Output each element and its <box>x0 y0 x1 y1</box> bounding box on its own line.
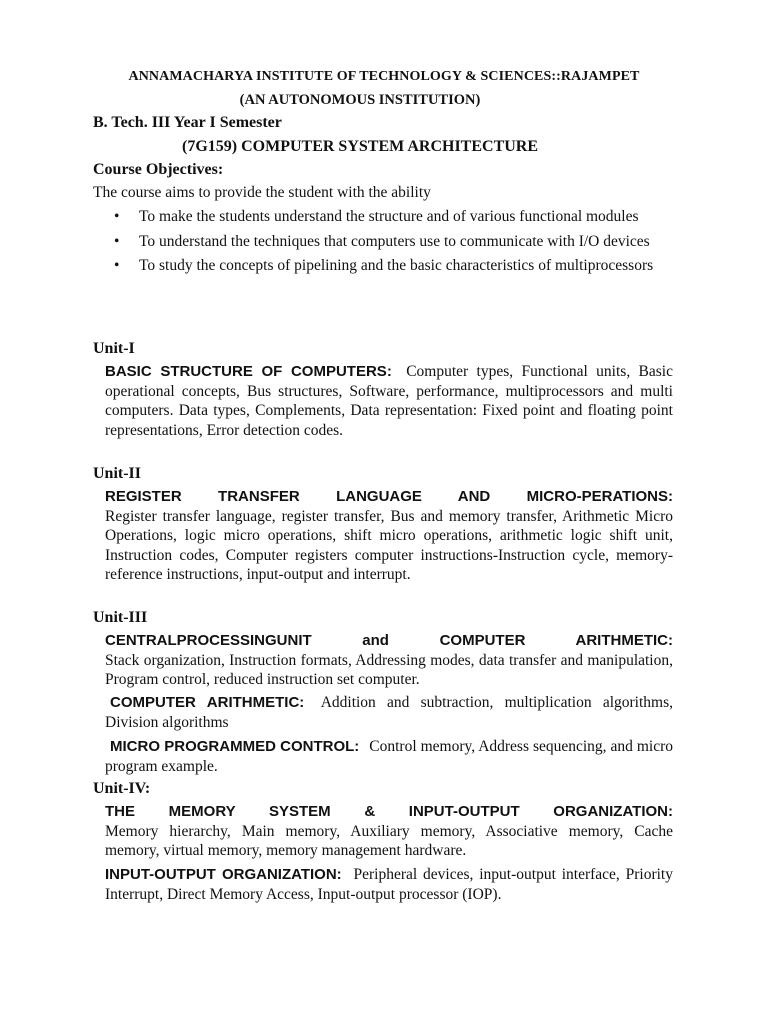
section-title: THE MEMORY SYSTEM & INPUT-OUTPUT ORGANIZATION: <box>105 803 673 820</box>
objective-item <box>93 232 675 252</box>
section-title: CENTRALPROCESSINGUNIT and COMPUTER ARITHMETIC: <box>105 632 673 649</box>
bullet-icon: • <box>114 257 120 274</box>
institute-name: ANNAMACHARYA INSTITUTE OF TECHNOLOGY & SCIENCES::RAJAMPET <box>128 69 640 84</box>
unit-4-section-memory <box>105 802 673 861</box>
unit-1-heading: Unit-I <box>93 340 135 357</box>
semester-label: B. Tech. III Year I Semester <box>93 114 282 131</box>
unit-2-section <box>105 487 673 585</box>
section-text: Memory hierarchy, Main memory, Auxiliary memory, Associative memory, Cache memory, virtual memory, memory management hardware. <box>105 822 673 859</box>
objective-text: To make the students understand the structure and of various functional modules <box>139 208 639 225</box>
section-title: MICRO PROGRAMMED CONTROL: <box>110 738 360 755</box>
section-title: COMPUTER ARITHMETIC: <box>110 694 305 711</box>
unit-3-section-microprogrammed <box>105 737 673 776</box>
section-title: BASIC STRUCTURE OF COMPUTERS: <box>105 363 392 380</box>
objective-item <box>93 256 675 276</box>
objective-text: To understand the techniques that computers use to communicate with I/O devices <box>139 232 650 250</box>
section-text: Peripheral devices, input-output interface, Priority Interrupt, Direct Memory Access, Input-output processor (IOP). <box>105 866 673 903</box>
unit-3-heading: Unit-III <box>93 609 148 626</box>
section-title: INPUT-OUTPUT ORGANIZATION: <box>105 866 342 883</box>
unit-3-section-arithmetic <box>105 693 673 732</box>
section-text: Control memory, Address sequencing, and micro program example. <box>105 738 673 775</box>
section-title: REGISTER TRANSFER LANGUAGE AND MICRO-PERATIONS: <box>105 488 673 505</box>
unit-4-heading: Unit-IV: <box>93 780 151 797</box>
unit-4-section-io <box>105 865 673 904</box>
bullet-icon: • <box>114 232 120 250</box>
section-text: Register transfer language, register transfer, Bus and memory transfer, Arithmetic Micro Operations, logic micro operations, shift micro operations, arithmetic logic shift unit, Instruction codes, Computer registers computer instructions-Instruction cycle, memory-reference instructions, input-output and interrupt. <box>105 507 673 583</box>
unit-1-section <box>105 362 673 440</box>
unit-3-section-cpu <box>105 631 673 690</box>
section-text: Computer types, Functional units, Basic operational concepts, Bus structures, Software, performance, multiprocessors and multi computers. Data types, Complements, Data representation: Fixed point and floating point representations, Error detection codes. <box>105 363 673 439</box>
objectives-intro: The course aims to provide the student with the ability <box>93 184 431 201</box>
objectives-list <box>93 207 675 281</box>
objective-item <box>93 207 675 227</box>
objectives-heading: Course Objectives: <box>93 161 224 178</box>
section-text: Addition and subtraction, multiplication algorithms, Division algorithms <box>105 694 673 731</box>
section-text: Stack organization, Instruction formats, Addressing modes, data transfer and manipulation, Program control, reduced instruction set computer. <box>105 651 673 688</box>
course-title: (7G159) COMPUTER SYSTEM ARCHITECTURE <box>181 138 539 155</box>
institute-subtitle: (AN AUTONOMOUS INSTITUTION) <box>239 92 481 108</box>
unit-2-heading: Unit-II <box>93 465 142 482</box>
bullet-icon: • <box>114 208 120 225</box>
objective-text: To study the concepts of pipelining and the basic characteristics of multiprocessors <box>139 257 654 274</box>
